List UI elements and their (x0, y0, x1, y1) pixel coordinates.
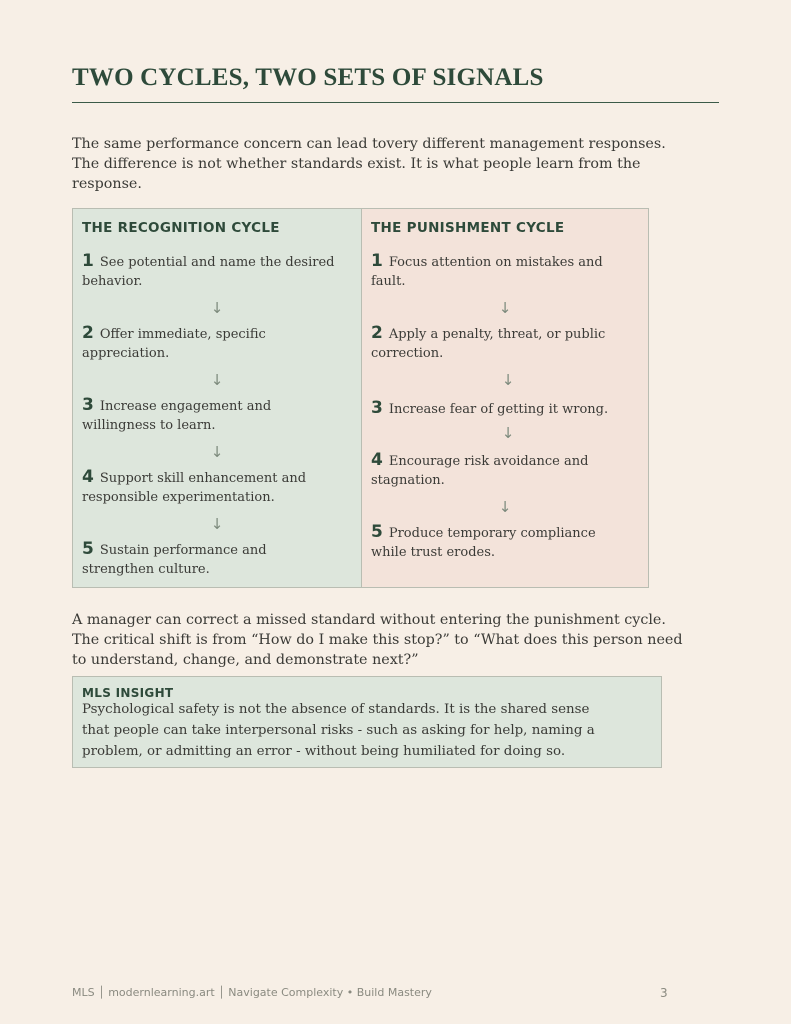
insight-text (82, 699, 657, 762)
down-arrow-icon: ↓ (210, 299, 224, 317)
step-number: 1 (82, 251, 94, 271)
recognition-cycle-heading: THE RECOGNITION CYCLE (82, 220, 280, 236)
punishment-step-4 (371, 451, 643, 490)
down-arrow-icon: ↓ (498, 498, 512, 516)
punishment-cycle-heading: THE PUNISHMENT CYCLE (371, 220, 565, 236)
step-text: Produce temporary compliance (388, 526, 596, 541)
step-number: 3 (82, 395, 94, 415)
outro-line: to understand, change, and demonstrate next?” (72, 652, 419, 668)
step-text: stagnation. (371, 473, 445, 488)
step-text: appreciation. (82, 346, 170, 361)
down-arrow-icon: ↓ (210, 443, 224, 461)
step-text: Encourage risk avoidance and (388, 454, 589, 469)
step-text: strengthen culture. (82, 562, 210, 577)
punishment-step-5 (371, 523, 643, 562)
step-number: 4 (82, 467, 94, 487)
page-title: TWO CYCLES, TWO SETS OF SIGNALS (72, 64, 544, 91)
step-text: Focus attention on mistakes and (388, 255, 603, 270)
recognition-step-2 (82, 324, 354, 363)
step-number: 5 (82, 539, 94, 559)
intro-paragraph (72, 134, 722, 194)
down-arrow-icon: ↓ (498, 299, 512, 317)
recognition-cycle-column (73, 209, 362, 587)
step-number: 2 (82, 323, 94, 343)
recognition-step-5 (82, 540, 354, 579)
recognition-step-4 (82, 468, 354, 507)
down-arrow-icon: ↓ (210, 371, 224, 389)
step-text: willingness to learn. (82, 418, 216, 433)
step-text: Sustain performance and (99, 543, 267, 558)
down-arrow-icon: ↓ (501, 371, 515, 389)
step-text: responsible experimentation. (82, 490, 275, 505)
punishment-step-3 (371, 399, 643, 419)
punishment-cycle-column (362, 209, 648, 587)
insight-callout (72, 676, 662, 768)
insight-line: problem, or admitting an error - without being humiliated for doing so. (82, 744, 566, 759)
step-text: behavior. (82, 274, 143, 289)
recognition-step-1 (82, 252, 354, 291)
punishment-step-2 (371, 324, 643, 363)
punishment-step-1 (371, 252, 643, 291)
recognition-step-3 (82, 396, 354, 435)
step-text: while trust erodes. (371, 545, 496, 560)
step-number: 3 (371, 398, 383, 418)
step-text: Support skill enhancement and (99, 471, 307, 486)
cycles-comparison-table (72, 208, 649, 588)
step-text: Increase fear of getting it wrong. (388, 402, 609, 417)
step-text: Increase engagement and (99, 399, 272, 414)
down-arrow-icon: ↓ (501, 424, 515, 442)
step-text: Apply a penalty, threat, or public (388, 327, 606, 342)
step-number: 1 (371, 251, 383, 271)
intro-line: The difference is not whether standards exist. It is what people learn from the (72, 156, 641, 172)
title-divider (72, 102, 719, 103)
intro-line: The same performance concern can lead tovery different management responses. (72, 136, 666, 152)
insight-line: Psychological safety is not the absence of standards. It is the shared sense (82, 702, 590, 717)
page-number: 3 (660, 986, 668, 1000)
step-number: 2 (371, 323, 383, 343)
down-arrow-icon: ↓ (210, 515, 224, 533)
insight-line: that people can take interpersonal risks - such as asking for help, naming a (82, 723, 595, 738)
outro-line: A manager can correct a missed standard without entering the punishment cycle. (72, 612, 666, 628)
step-number: 5 (371, 522, 383, 542)
intro-line: response. (72, 176, 142, 192)
insight-label: MLS INSIGHT (82, 686, 174, 700)
step-text: correction. (371, 346, 444, 361)
step-number: 4 (371, 450, 383, 470)
step-text: See potential and name the desired (99, 255, 335, 270)
step-text: fault. (371, 274, 406, 289)
page-footer: MLS │ modernlearning.art │ Navigate Complexity • Build Mastery (72, 986, 432, 999)
outro-line: The critical shift is from “How do I make this stop?” to “What does this person need (72, 632, 683, 648)
outro-paragraph (72, 610, 722, 670)
step-text: Offer immediate, specific (99, 327, 266, 342)
